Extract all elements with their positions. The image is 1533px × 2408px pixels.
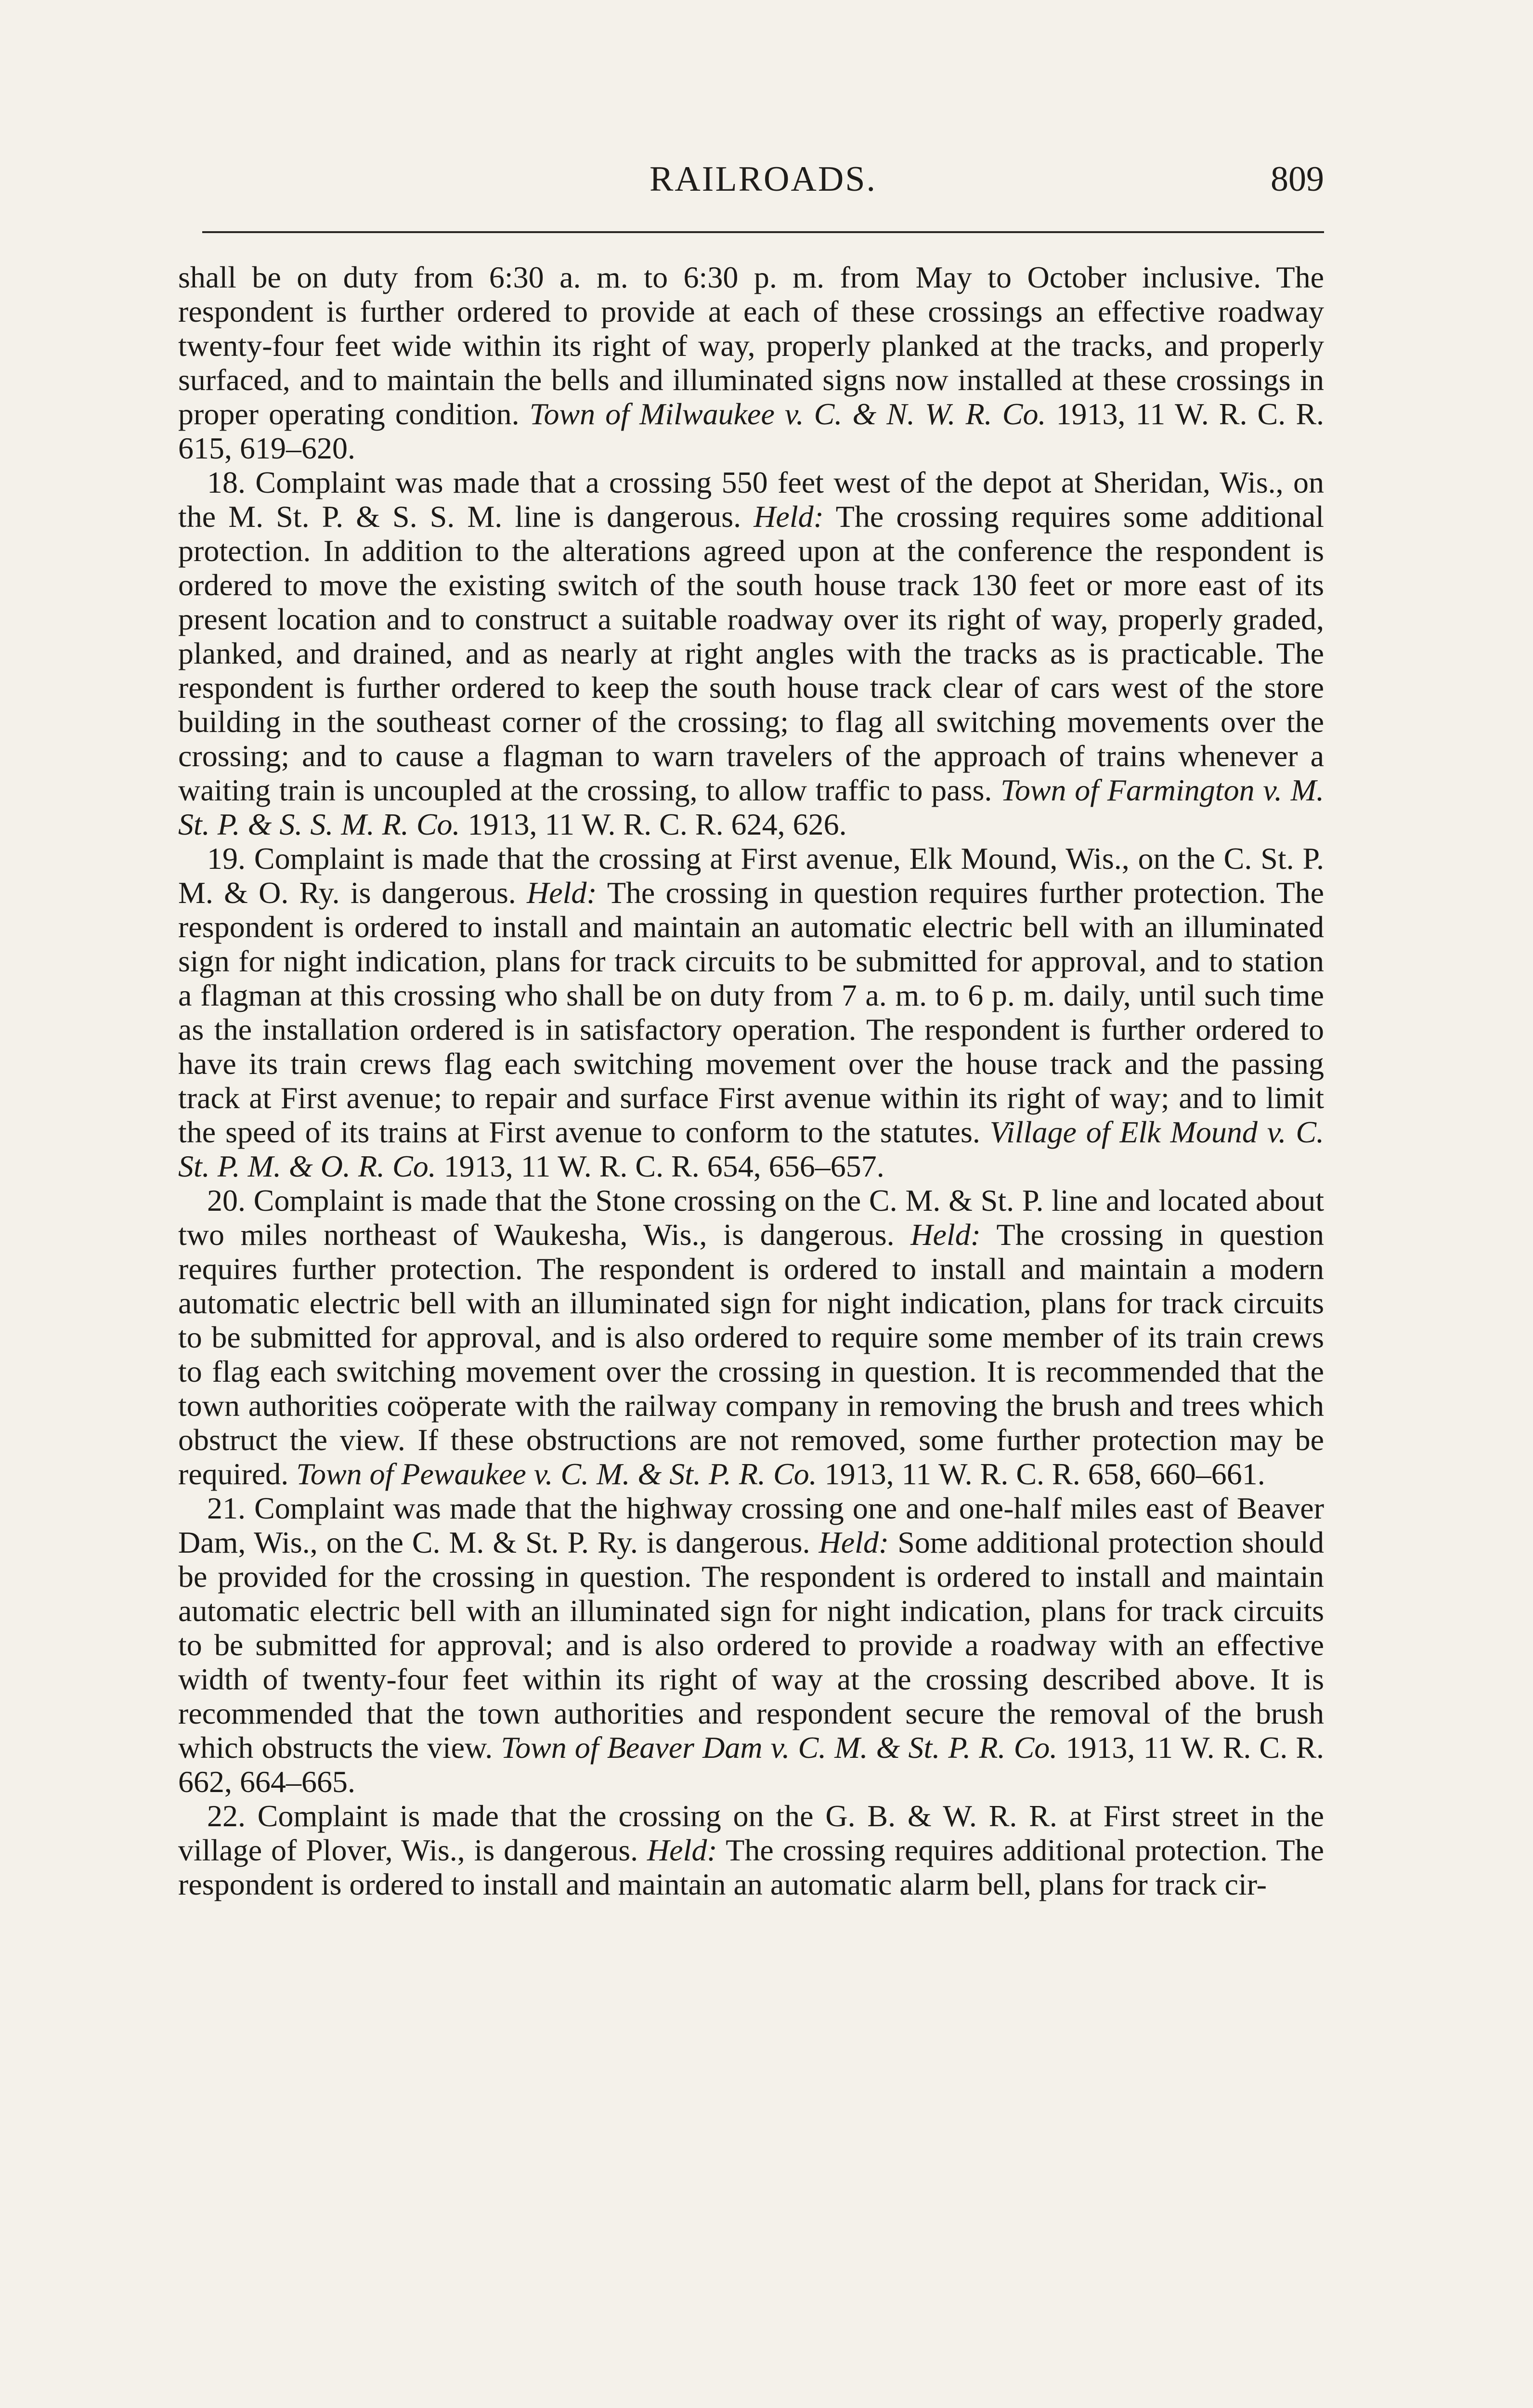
- text-run: The crossing in question requires further protection. The respondent is ordered to install and maintain a modern automatic electric bell with an illuminated sign for night indication, plans for track circuits to be submitted for approval, and is also ordered to require some member of its train crews to flag each switching movement over the crossing in question. It is recommended that the town authorities coöperate with the railway company in removing the brush and trees which obstruct the view. If these obstructions are not removed, some further protection may be required.: [178, 1217, 1324, 1491]
- case-citation: Town of Beaver Dam v. C. M. & St. P. R. Co.: [501, 1730, 1058, 1765]
- held-label: Held:: [647, 1833, 717, 1867]
- case-citation: Town of Farmington v. M. St. P. & S. S. M. R. Co.: [178, 773, 1325, 841]
- text-run: 1913, 11 W. R. C. R. 662, 664–665.: [178, 1730, 1325, 1799]
- paragraph-21: [178, 1491, 1324, 1799]
- text-run: The crossing in question requires further protection. The respondent is ordered to install and maintain an automatic electric bell with an illuminated sign for night indication, plans for track circuits to be submitted for approval, and to station a flagman at this crossing who shall be on duty from 7 a. m. to 6 p. m. daily, until such time as the installation ordered is in satisfactory operation. The respondent is further ordered to have its train crews flag each switching movement over the house track and the passing track at First avenue; to repair and surface First avenue within its right of way; and to limit the speed of its trains at First avenue to conform to the statutes.: [178, 876, 1325, 1149]
- paragraph-19: [178, 841, 1324, 1183]
- text-run: The crossing requires additional protection. The respondent is ordered to install and maintain an automatic alarm bell, plans for track cir-: [178, 1833, 1324, 1901]
- text-run: 19. Complaint is made that the crossing at First avenue, Elk Mound, Wis., on the C. St. P. M. & O. Ry. is dangerous.: [178, 841, 1324, 910]
- held-label: Held:: [754, 499, 824, 534]
- paragraph-22: [178, 1799, 1324, 1901]
- text-run: 1913, 11 W. R. C. R. 658, 660–661.: [817, 1457, 1265, 1491]
- paragraph-continuation: [178, 260, 1324, 465]
- text-run: 1913, 11 W. R. C. R. 654, 656–657.: [436, 1149, 884, 1183]
- text-run: 18. Complaint was made that a crossing 550 feet west of the depot at Sheridan, Wis., on the M. St. P. & S. S. M. line is dangerous.: [178, 465, 1324, 534]
- held-label: Held:: [818, 1525, 889, 1559]
- text-run: 20. Complaint is made that the Stone crossing on the C. M. & St. P. line and located about two miles northeast of Waukesha, Wis., is dangerous.: [178, 1183, 1324, 1252]
- page-number: 809: [1271, 159, 1324, 199]
- text-run: 21. Complaint was made that the highway crossing one and one-half miles east of Beaver Dam, Wis., on the C. M. & St. P. Ry. is dangerous.: [178, 1491, 1324, 1559]
- case-citation: Town of Pewaukee v. C. M. & St. P. R. Co.: [296, 1457, 817, 1491]
- running-title: RAILROADS.: [650, 159, 877, 199]
- page-header: [202, 159, 1324, 217]
- held-label: Held:: [527, 876, 597, 910]
- text-run: Some additional protection should be provided for the crossing in question. The respondent is ordered to install and maintain automatic electric bell with an illuminated sign for night indication, plans for track circuits to be submitted for approval; and is also ordered to provide a roadway with an effective width of twenty-four feet within its right of way at the crossing described above. It is recommended that the town authorities and respondent secure the removal of the brush which obstructs the view.: [178, 1525, 1324, 1765]
- held-label: Held:: [910, 1217, 981, 1252]
- text-run: shall be on duty from 6:30 a. m. to 6:30 p. m. from May to October inclusive. The respondent is further ordered to provide at each of these crossings an effective roadway twenty-four feet wide within its right of way, properly planked at the tracks, and properly surfaced, and to maintain the bells and illuminated signs now installed at these crossings in proper operating condition.: [178, 260, 1324, 431]
- text-run: The crossing requires some additional protection. In addition to the alterations agreed upon at the conference the respondent is ordered to move the existing switch of the south house track 130 feet or more east of its present location and to construct a suitable roadway over its right of way, properly graded, planked, and drained, and as nearly at right angles with the tracks as is practicable. The respondent is further ordered to keep the south house track clear of cars west of the store building in the southeast corner of the crossing; to flag all switching movements over the crossing; and to cause a flagman to warn travelers of the approach of trains whenever a waiting train is uncoupled at the crossing, to allow traffic to pass.: [178, 499, 1325, 807]
- text-run: 1913, 11 W. R. C. R. 624, 626.: [460, 807, 847, 841]
- text-run: 22. Complaint is made that the crossing on the G. B. & W. R. R. at First street in the village of Plover, Wis., is dangerous.: [178, 1799, 1324, 1867]
- case-citation: Village of Elk Mound v. C. St. P. M. & O. R. Co.: [178, 1115, 1325, 1183]
- text-run: 1913, 11 W. R. C. R. 615, 619–620.: [178, 397, 1325, 465]
- paragraph-18: [178, 465, 1324, 841]
- paragraph-20: [178, 1183, 1324, 1491]
- header-rule: [202, 231, 1324, 233]
- case-citation: Town of Milwaukee v. C. & N. W. R. Co.: [529, 397, 1046, 431]
- body-text: [178, 260, 1324, 1901]
